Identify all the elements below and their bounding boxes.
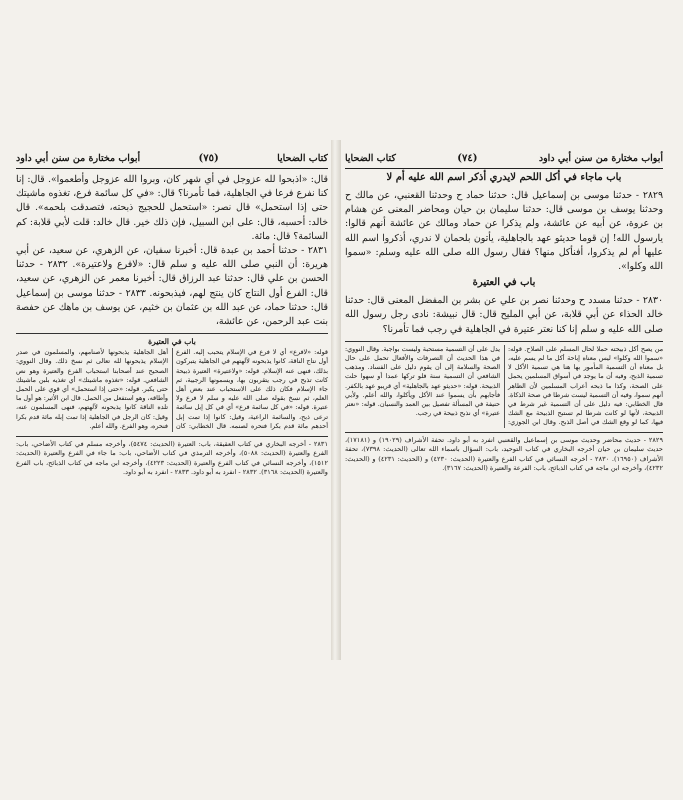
footnote-text: ٢٨٣١ - أخرجه البخاري في كتاب العقيقة، باب: العتيرة (الحديث: ٥٤٧٤)، وأخرجه مسلم في كتاب الأضاحي، باب: الفرع والعتيرة (الحديث: ٥٠٨٨)، وأخرجه الترمذي في كتاب الأضاحي، باب: ما جاء في الفرع والعتيرة (الحديث: ١٥١٢)، وأخرجه النسائي في كتاب الفرع والعتيرة (الحديث: ٤٢٢٣)، وأخرجه ابن ماجه في كتاب الذبائح، باب الفرع والعتيرة (الحديث: ٣١٦٨). ٢٨٣٢ - انفرد به أبو داود. ٢٨٣٣ - انفرد به أبو داود. xyxy=(16,439,328,477)
right-page xyxy=(345,150,663,655)
commentary-text: من يصح أكل ذبيحته حملا لحال المسلم على الصلاح. قوله: «سموا الله وكلوا» ليس معناه إباحة أكل ما لم يسم عليه، بل معناه أن التسمية المأمور بها هنا هي تسمية الأكل لا تسمية الذبح، وفيه أن ما يوجد في أسواق المسلمين يحمل على الصحة، وكذا ما ذبحه أعراب المسلمين لأن الظاهر أنهم سموا، وفيه أن التسمية ليست شرطا في صحة الذكاة. قال الخطابي: فيه دليل على أن التسمية غير شرط في الذبيحة، لأنها لو كانت شرطا لم تستبح الذبيحة مع الشك فيها، كما لو وقع الشك في أصل الذبح. وقال ابن الجوزي: يدل على أن التسمية مستحبة وليست بواجبة. وقال النووي: في هذا الحديث أن التصرفات والأفعال تحمل على حال الصحة والسلامة إلى أن يقوم دليل على الفساد. ومذهب الشافعي أن التسمية سنة فلو تركها عمدا أو سهوا حلت الذبيحة. قوله: «حديثو عهد بالجاهلية» أي قريبو عهد بالكفر. فأجابهم بأن يسموا عند الأكل ويأكلوا، والله أعلم. ولأبي حنيفة في المسألة تفصيل بين العمد والنسيان. قوله: «نعتر عتيرة» أي نذبح ذبيحة في رجب. xyxy=(345,344,663,427)
page-number: (٧٤) xyxy=(457,152,478,164)
collection-title: أبواب مختارة من سنن أبي داود xyxy=(538,152,663,164)
commentary-text: قوله: «لافرع» أي لا فرع في الإسلام يتحبب إليه. الفرع أول نتاج الناقة، كانوا يذبحونه لآلهتهم في الجاهلية يتبركون بذلك، فنهى عنه الإسلام. قوله: «ولاعتيرة» العتيرة ذبيحة كانت تذبح في رجب يتقربون بها، ويسمونها الرجبية، ثم جاء الإسلام فكان ذلك على الاستحباب عند بعض أهل العلم، ثم نسخ بقوله صلى الله عليه و سلم لا فرع ولا عتيرة. قوله: «في كل سائمة فرع» أي في كل إبل سائمة ترعى ذبح، والسائمة الراعية، وقيل: كانوا إذا تمت إبل أحدهم مائة قدم بكرا فنحره لصنمه. قال الخطابي: كان أهل الجاهلية يذبحونها لأصنامهم، والمسلمون في صدر الإسلام يذبحونها لله تعالى ثم نسخ ذلك. وقال النووي: الصحيح عند أصحابنا استحباب الفرع والعتيرة وهو نص الشافعي. قوله: «تغذوه ماشيتك» أي تغذيه بلبن ماشيتك حتى يكبر. قوله: «حتى إذا استحمل» أي قوي على الحمل وأطاقه، وهو استفعل من الحمل. قال ابن الأثير: هو أول ما تلده الناقة كانوا يذبحونه لآلهتهم، فنهى المسلمون عنه، وقيل: كان الرجل في الجاهلية إذا تمت إبله مائة قدم بكرا فنحره، وهو الفرع. والله أعلم. xyxy=(16,348,328,430)
hadith-text: قال: «اذبحوا لله عزوجل في أي شهر كان، وبروا الله عزوجل وأطعموا». قال: إنا كنا نفرع فرعا في الجاهلية، فما تأمرنا؟ قال: «في كل سائمة فرع، تغذوه ماشيتك حتى إذا استحمل» قال نصر: «استحمل للحجيج ذبحته، فتصدقت بلحمه». قال خالد: أحسبه، قال: على ابن السبيل، فإن ذلك خير. قال خالد: قلت لأبي قلابة: كم السائمة؟ قال: مائة. xyxy=(16,174,328,242)
footnote-text: ٢٨٢٩ - حديث محاضر وحديث موسى بن إسماعيل والقعنبي انفرد به أبو داود. تحفة الأشراف (١٩٠٢٩) و (١٧١٨١)، حديث سليمان بن حيان أخرجه البخاري في كتاب التوحيد، باب: السؤال باسماء الله تعالى (الحديث: ٧٣٩٨)، تحفة الأشراف (١٦٩٥٠). ٢٨٣٠ - أخرجه النسائي في كتاب الفرع والعتيرة (الحديث: ٤٢٣٠) و (الحديث: ٤٢٣١) و (الحديث: ٤٢٣٢)، وأخرجه ابن ماجه في كتاب الذبائح، باب: الفرعة والعتيرة (الحديث: ٣١٦٧). xyxy=(345,435,663,473)
hadith-text: ٢٨٣٠ - حدثنا مسدد ح وحدثنا نصر بن علي عن بشر بن المفضل المعنى قال: حدثنا خالد الحذاء عن أبي قلابة، عن أبي المليح قال: قال نبيشة: نادى رجل رسول الله صلى الله عليه و سلم إنا كنا نعتر عتيرة في الجاهلية في رجب فما تأمرنا؟ xyxy=(345,295,663,335)
commentary xyxy=(16,348,328,431)
chapter-heading: باب في العتيرة xyxy=(472,277,536,289)
left-page xyxy=(16,150,328,655)
footnotes xyxy=(345,436,663,474)
commentary xyxy=(345,345,663,428)
main-text xyxy=(345,189,663,274)
main-text xyxy=(345,294,663,337)
main-text xyxy=(16,173,328,329)
divider xyxy=(345,432,663,433)
hadith-text: ٢٨٣١ - حدثنا أحمد بن عبدة قال: أخبرنا سفيان، عن الزهري، عن سعيد، عن أبي هريرة: أن النبي صلى الله عليه و سلم قال: «لافرع ولاعتيرة». ٢٨٣٢ - حدثنا الحسن بن علي قال: حدثنا عبد الرزاق قال: أخبرنا معمر عن الزهري، عن سعيد، قال: الفرع أول النتاج كان ينتج لهم، فيذبحونه. ٢٨٣٣ - حدثنا موسى بن إسماعيل قال: حدثنا حماد، عن عبد الله بن عثمان بن خثيم، عن يوسف بن ماهك عن حفصة بنت عبد الرحمن، عن عائشة، xyxy=(16,245,328,328)
footnotes xyxy=(16,440,328,478)
page-header xyxy=(16,150,328,169)
collection-title: أبواب مختارة من سنن أبي داود xyxy=(16,152,141,164)
book-title: كتاب الضحايا xyxy=(345,152,396,164)
book-gutter xyxy=(331,140,341,660)
page-number: (٧٥) xyxy=(198,152,219,164)
book-title: كتاب الضحايا xyxy=(277,152,328,164)
commentary-title: باب في العتيرة xyxy=(148,337,196,347)
divider xyxy=(16,333,328,334)
page-header xyxy=(345,150,663,169)
chapter-heading: باب ماجاء في أكل اللحم لايدري أذكر اسم الله عليه أم لا xyxy=(386,172,622,183)
divider xyxy=(16,436,328,437)
hadith-text: ٢٨٢٩ - حدثنا موسى بن إسماعيل قال: حدثنا حماد ح وحدثنا القعنبي، عن مالك ح وحدثنا يوسف بن موسى قال: حدثنا سليمان بن حيان ومحاضر المعنى عن هشام بن عروة، عن أبيه عن عائشة، ولم يذكرا عن حماد ومالك عن عائشة أنهم قالوا: يارسول الله! إن قوما حديثو عهد بالجاهلية، يأتون بلحمان لا ندري، أذكروا اسم الله عليها أم لم يذكروا، أفنأكل منها؟ فقال رسول الله صلى الله عليه وسلم: «سموا الله وكلوا». xyxy=(345,190,663,273)
divider xyxy=(345,341,663,342)
